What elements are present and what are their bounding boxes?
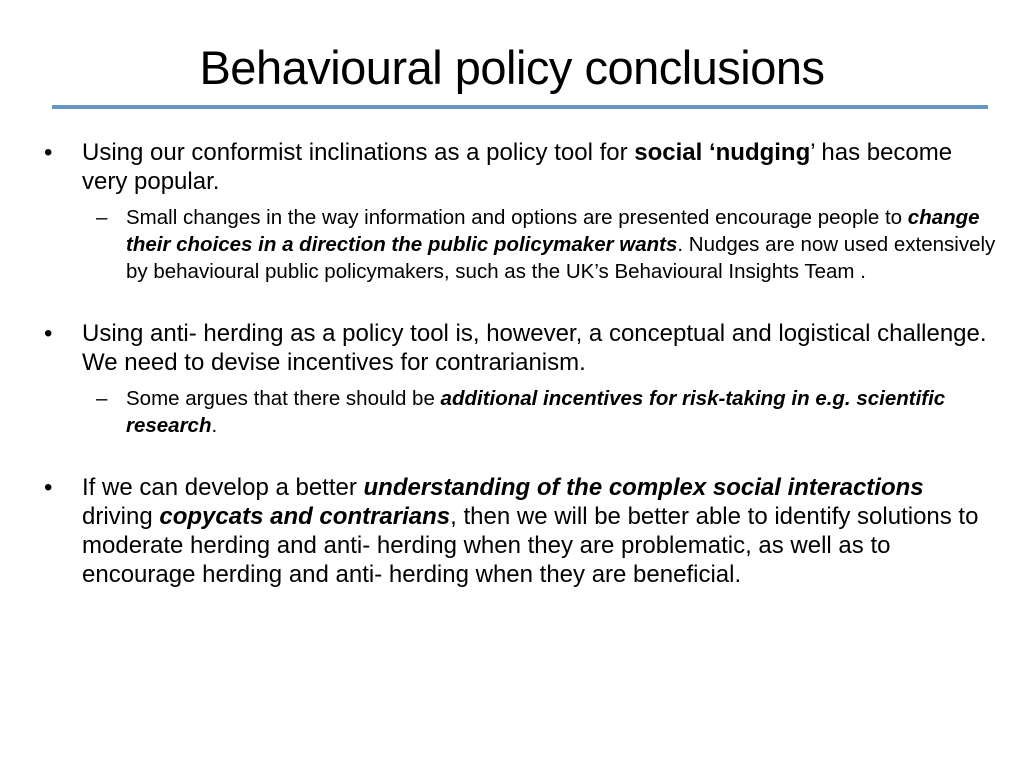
sub-bullet-text: Small changes in the way information and options are presented encourage people to (126, 206, 908, 229)
bullet-text-emphasis: copycats and contrarians (159, 503, 451, 530)
bullet-icon: • (44, 474, 53, 501)
sub-bullet-text-emphasis: change their choices in a direction the public policymaker wants (126, 206, 980, 256)
dash-icon: – (96, 206, 108, 229)
bullet-item (40, 138, 1000, 196)
sub-bullet-text: . Nudges are now used extensively by behavioural public policymakers, such as the UK’s Behavioural Insights Team . (126, 233, 996, 283)
bullet-text-emphasis: understanding of the complex social interactions (363, 474, 924, 501)
dash-icon: – (96, 387, 108, 410)
sub-bullet-text: . (211, 414, 218, 437)
bullet-icon: • (44, 320, 53, 347)
sub-bullet-text: Some argues that there should be (126, 387, 441, 410)
bullet-text: If we can develop a better (82, 474, 364, 501)
title-underline (52, 105, 988, 109)
sub-bullet-item (40, 204, 1000, 285)
bullet-text: driving (82, 503, 160, 530)
bullet-text: Using anti- herding as a policy tool is, however, a conceptual and logistical challenge. We need to devise incentives for contrarianism. (82, 320, 987, 376)
slide-title: Behavioural policy conclusions (199, 41, 825, 94)
bullet-text: Using our conformist inclinations as a policy tool for (82, 139, 635, 166)
sub-bullet-item (40, 385, 1000, 439)
bullet-item (40, 473, 1000, 589)
bullet-text: ’ has become very popular. (82, 139, 953, 195)
bullet-icon: • (44, 139, 53, 166)
bullet-text: , then we will be better able to identify solutions to moderate herding and anti- herding when they are problematic, as well as to encourage herding and anti- herding when they are beneficial. (82, 503, 979, 588)
sub-bullet-text-emphasis: additional incentives for risk-taking in e.g. scientific research (126, 387, 946, 437)
bullet-item (40, 319, 1000, 377)
slide-body (40, 138, 1000, 589)
bullet-text-bold: social ‘nudging (634, 139, 811, 166)
